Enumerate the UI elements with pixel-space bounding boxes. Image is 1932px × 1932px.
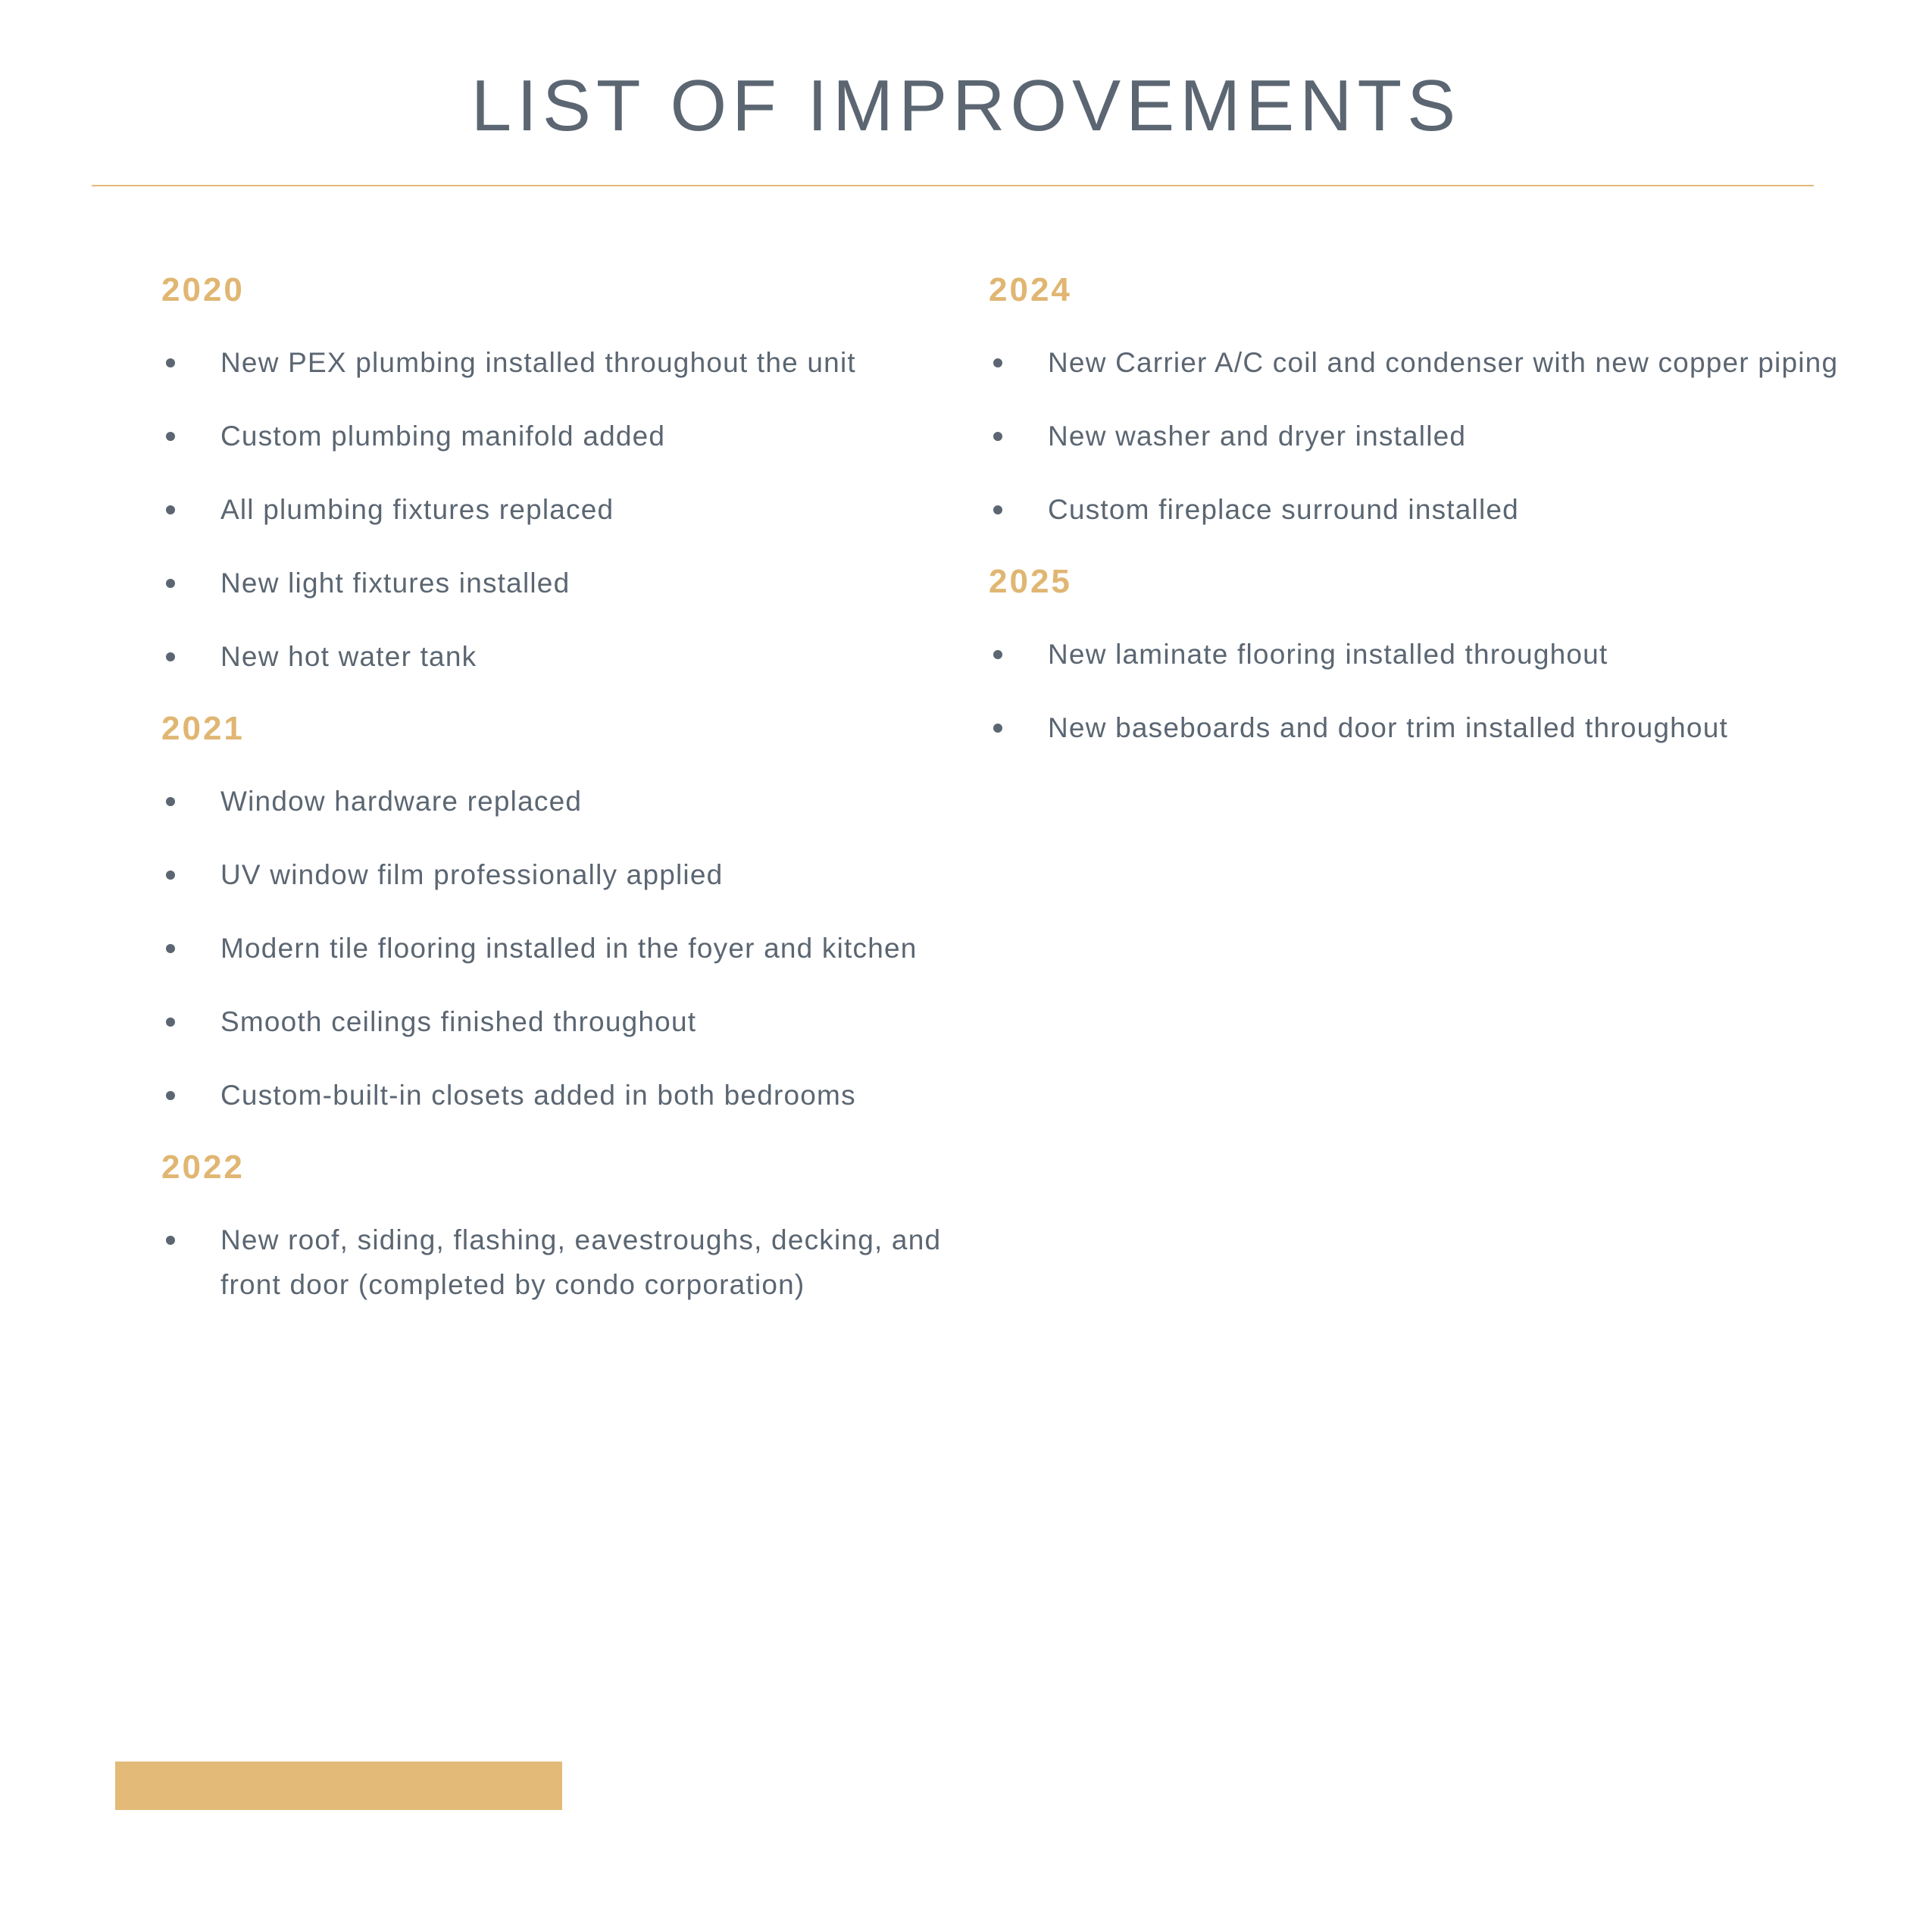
list-item [989, 705, 1845, 750]
bullet-icon [166, 1236, 175, 1245]
year-section-2020 [161, 269, 942, 679]
list-item [989, 340, 1845, 385]
improvement-list [161, 340, 942, 679]
year-section-2024 [989, 269, 1845, 532]
item-text: Window hardware replaced [220, 786, 583, 817]
list-item [161, 634, 942, 679]
bullet-icon [166, 505, 175, 514]
item-text: Modern tile flooring installed in the foyer and kitchen [220, 933, 918, 964]
year-section-2025 [989, 561, 1845, 750]
item-text: Custom-built-in closets added in both bedrooms [220, 1080, 856, 1111]
improvement-list [989, 632, 1845, 750]
bullet-icon [166, 1091, 175, 1100]
bullet-icon [993, 650, 1002, 659]
item-text: New washer and dryer installed [1048, 420, 1467, 452]
year-section-2021 [161, 708, 942, 1118]
list-item [161, 340, 942, 385]
list-item [161, 852, 942, 897]
list-item [161, 926, 942, 971]
item-text: New light fixtures installed [220, 567, 571, 599]
bullet-icon [166, 944, 175, 953]
list-item [989, 632, 1845, 677]
list-item [989, 487, 1845, 532]
bullet-icon [166, 652, 175, 661]
item-text: UV window film professionally applied [220, 859, 724, 890]
item-text: Custom fireplace surround installed [1048, 494, 1519, 525]
list-item [161, 1073, 942, 1118]
bullet-icon [166, 871, 175, 880]
year-heading: 2024 [989, 271, 1072, 308]
improvement-list [989, 340, 1845, 532]
right-column [989, 269, 1845, 779]
improvement-list [161, 1218, 942, 1307]
list-item [161, 414, 942, 458]
list-item [161, 487, 942, 532]
bullet-icon [993, 432, 1002, 441]
year-heading: 2020 [161, 271, 245, 308]
bullet-icon [993, 358, 1002, 367]
bullet-icon [166, 797, 175, 806]
list-item [989, 414, 1845, 458]
item-text: New PEX plumbing installed throughout the unit [220, 347, 856, 378]
item-text: New roof, siding, flashing, eavestroughs, decking, and front door (completed by condo corporation) [220, 1224, 942, 1300]
year-section-2022 [161, 1146, 942, 1307]
bullet-icon [993, 505, 1002, 514]
year-heading: 2025 [989, 563, 1072, 600]
year-heading: 2021 [161, 710, 245, 747]
list-item [161, 1218, 942, 1307]
list-item [161, 999, 942, 1044]
footer-accent-bar [115, 1762, 562, 1810]
item-text: Custom plumbing manifold added [220, 420, 666, 452]
bullet-icon [993, 724, 1002, 733]
item-text: New laminate flooring installed throughout [1048, 639, 1608, 670]
list-item [161, 779, 942, 824]
item-text: New Carrier A/C coil and condenser with new copper piping [1048, 347, 1839, 378]
left-column [161, 269, 942, 1336]
year-heading: 2022 [161, 1149, 245, 1186]
page-title: LIST OF IMPROVEMENTS [470, 65, 1462, 146]
title-divider [92, 185, 1814, 186]
bullet-icon [166, 1018, 175, 1027]
item-text: Smooth ceilings finished throughout [220, 1006, 697, 1037]
item-text: New baseboards and door trim installed throughout [1048, 712, 1728, 743]
bullet-icon [166, 432, 175, 441]
list-item [161, 561, 942, 605]
bullet-icon [166, 579, 175, 588]
improvement-list [161, 779, 942, 1118]
item-text: New hot water tank [220, 641, 477, 672]
item-text: All plumbing fixtures replaced [220, 494, 614, 525]
bullet-icon [166, 358, 175, 367]
